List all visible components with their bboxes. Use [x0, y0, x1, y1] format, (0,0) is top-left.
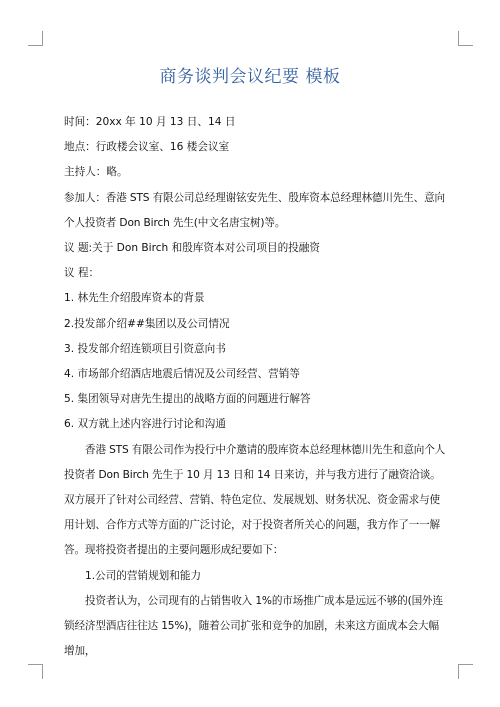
document-body: [64, 110, 448, 664]
crop-mark-top-right: [458, 31, 473, 46]
page-title: 商务谈判会议纪要 模板: [159, 67, 341, 87]
agenda-item: 3. 投发部介绍连锁项目引资意向书: [64, 342, 226, 355]
crop-mark-bottom-left: [28, 664, 43, 679]
crop-mark-bottom-right: [458, 664, 473, 679]
agenda-item: 6. 双方就上述内容进行讨论和沟通: [64, 418, 226, 431]
meeting-topic: 议 题:关于 Don Birch 和殷库资本对公司项目的投融资: [64, 242, 320, 255]
agenda-item: 4. 市场部介绍酒店地震后情况及公司经营、营销等: [64, 368, 300, 381]
agenda-item: 1. 林先生介绍殷库资本的背景: [64, 292, 205, 305]
meeting-location: 地点：行政楼会议室、16 楼会议室: [64, 141, 230, 154]
crop-mark-top-left: [28, 31, 43, 46]
meeting-time: 时间：20xx 年 10 月 13 日、14 日: [64, 116, 236, 128]
meeting-attendees: 参加人：香港 STS 有限公司总经理谢铉安先生、殷库资本总经理林德川先生、意向个人投资者 Don Birch 先生(中文名唐宝树)等。: [64, 191, 445, 229]
agenda-heading: 议 程：: [64, 267, 100, 280]
agenda-item: 5. 集团领导对唐先生提出的战略方面的问题进行解答: [64, 393, 311, 406]
section-heading: 1.公司的营销规划和能力: [85, 569, 202, 582]
agenda-item: 2.投发部介绍##集团以及公司情况: [64, 317, 230, 330]
body-paragraph: 投资者认为，公司现有的占销售收入 1%的市场推广成本是远远不够的(国外连锁经济型酒店往往达 15%)，随着公司扩张和竞争的加剧，未来这方面成本会大幅增加，: [64, 594, 443, 658]
meeting-host: 主持人：略。: [64, 166, 128, 179]
summary-paragraph: 香港 STS 有限公司作为投行中介邀请的殷库资本总经理林德川先生和意向个人投资者 Don Birch 先生于 10 月 13 日和 14 日来访，并与我方进行了融资洽谈。双方展开了针对公司经营、营销、特色定位、发展规划、财务状况、资金需求与使用计划、合作方式等方面的广泛讨论，对于投资者所关心的问题，我方作了一一解答。现将投资者提出的主要问题形成纪要如下：: [64, 443, 446, 557]
